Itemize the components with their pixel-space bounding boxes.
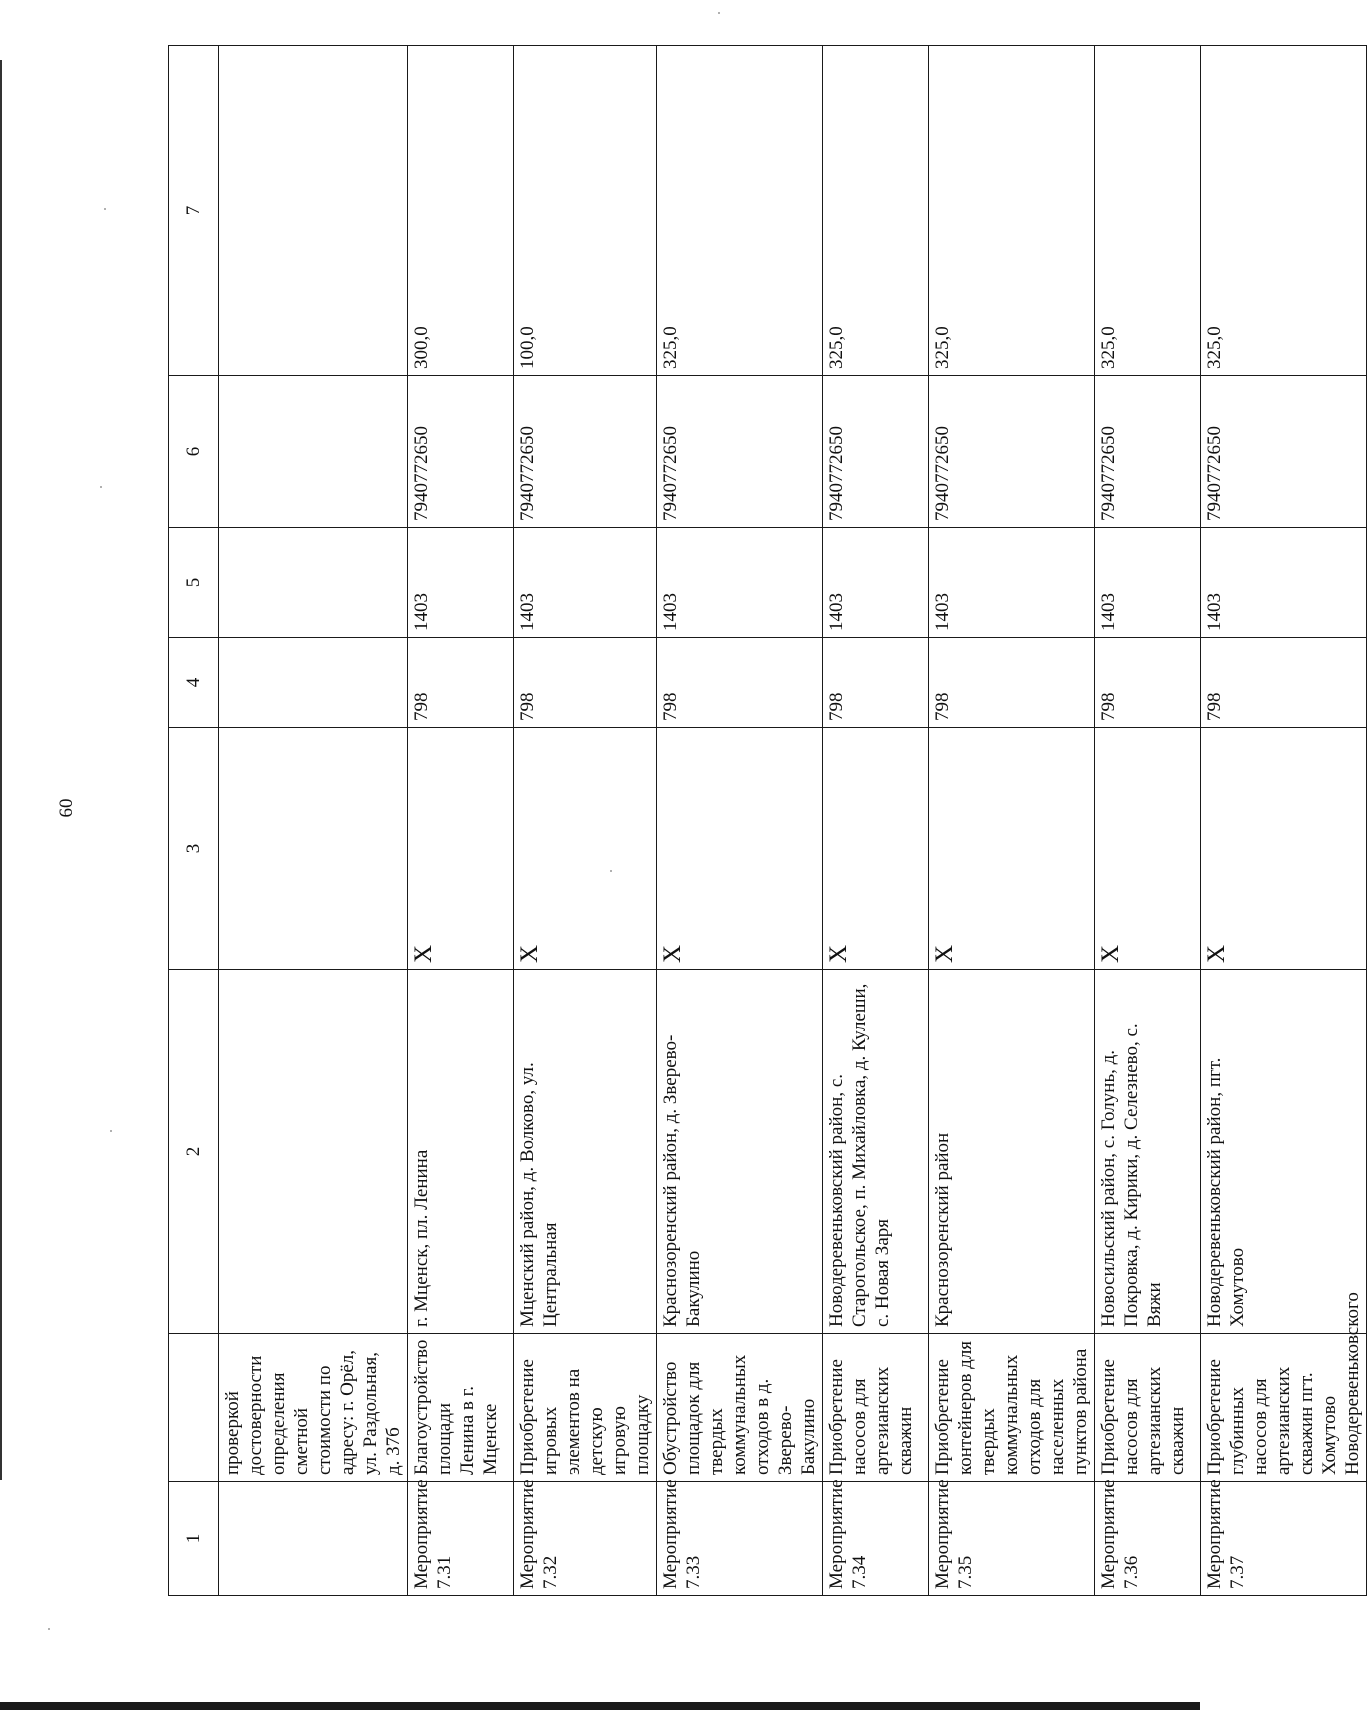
cell-col-4: 798 [929, 638, 1095, 728]
scan-speck [718, 12, 720, 14]
cell-col-3: Х [514, 728, 657, 970]
table-row [657, 46, 823, 1596]
cell-col-6 [219, 376, 408, 528]
cell-col-4: 798 [823, 638, 929, 728]
cell-name: Приобретение игровых элементов на детскую игровую площадку [514, 1334, 657, 1482]
cell-id: Мероприятие 7.35 [929, 1482, 1095, 1596]
cell-col-3: Х [823, 728, 929, 970]
cell-name: Благоустройство площади Ленина в г. Мценске [408, 1334, 514, 1482]
cell-col-6: 7940772650 [1095, 376, 1201, 528]
cell-name: Приобретение контейнеров для твердых коммунальных отходов для населенных пунктов района [929, 1334, 1095, 1482]
cell-col-6: 7940772650 [929, 376, 1095, 528]
cell-col-7: 325,0 [823, 46, 929, 376]
cell-col-6: 7940772650 [514, 376, 657, 528]
cell-col-4: 798 [657, 638, 823, 728]
cell-col-6: 7940772650 [408, 376, 514, 528]
cell-col-5: 1403 [514, 528, 657, 638]
header-col-5: 5 [169, 528, 219, 638]
cell-location [219, 970, 408, 1334]
cell-col-5 [219, 528, 408, 638]
scan-speck [48, 1628, 50, 1630]
cell-col-4: 798 [1201, 638, 1367, 728]
cell-col-5: 1403 [657, 528, 823, 638]
cell-col-7: 325,0 [1201, 46, 1367, 376]
cell-id: Мероприятие 7.34 [823, 1482, 929, 1596]
cell-col-7: 300,0 [408, 46, 514, 376]
scan-edge-left [0, 60, 2, 1480]
cell-location: Краснозоренский район, д. Зверево-Бакулино [657, 970, 823, 1334]
cell-col-7: 325,0 [1095, 46, 1201, 376]
header-col-1-cont [169, 1334, 219, 1482]
scan-edge-bottom [0, 1702, 1200, 1710]
cell-location: Краснозоренский район [929, 970, 1095, 1334]
header-col-6: 6 [169, 376, 219, 528]
cell-name: проверкой достоверности определения сметной стоимости по адресу: г. Орёл, ул. Раздольная, д. 37б [219, 1334, 408, 1482]
header-col-2: 2 [169, 970, 219, 1334]
cell-col-3: Х [1201, 728, 1367, 970]
table-row [1201, 46, 1367, 1596]
cell-name: Приобретение насосов для артезианских скважин [823, 1334, 929, 1482]
cell-location: Новодеревеньковский район, пгт. Хомутово [1201, 970, 1367, 1334]
cell-col-5: 1403 [408, 528, 514, 638]
rotated-page-content [168, 46, 1363, 1596]
cell-col-6: 7940772650 [823, 376, 929, 528]
header-col-1: 1 [169, 1482, 219, 1596]
cell-col-4: 798 [1095, 638, 1201, 728]
scan-speck [110, 1130, 112, 1132]
table-row [408, 46, 514, 1596]
cell-col-4: 798 [514, 638, 657, 728]
cell-name: Приобретение насосов для артезианских скважин [1095, 1334, 1201, 1482]
cell-col-3: Х [657, 728, 823, 970]
cell-name: Обустройство площадок для твердых коммунальных отходов в д. Зверево-Бакулино [657, 1334, 823, 1482]
page-number: 60 [56, 798, 77, 818]
cell-id: Мероприятие 7.31 [408, 1482, 514, 1596]
header-row [169, 46, 219, 1596]
header-col-4: 4 [169, 638, 219, 728]
table-row [514, 46, 657, 1596]
cell-col-7: 100,0 [514, 46, 657, 376]
cell-col-7: 325,0 [657, 46, 823, 376]
table-row [823, 46, 929, 1596]
budget-table [168, 45, 1367, 1596]
cell-col-5: 1403 [1095, 528, 1201, 638]
scan-speck [100, 486, 102, 488]
header-col-3: 3 [169, 728, 219, 970]
cell-col-5: 1403 [823, 528, 929, 638]
cell-id: Мероприятие 7.37 [1201, 1482, 1367, 1596]
cell-location: Новосильский район, с. Голунь, д. Покровка, д. Кирики, д. Селезнево, с. Вяжи [1095, 970, 1201, 1334]
cell-location: Новодеревеньковский район, с. Старогольское, п. Михайловка, д. Кулеши, с. Новая Заря [823, 970, 929, 1334]
scan-speck [610, 870, 612, 872]
cell-id: Мероприятие 7.32 [514, 1482, 657, 1596]
cell-name: Приобретение глубинных насосов для артезианских скважин пгт. Хомутово Новодеревеньковского [1201, 1334, 1367, 1482]
cell-location: Мценский район, д. Волково, ул. Центральная [514, 970, 657, 1334]
cell-col-3: Х [929, 728, 1095, 970]
cell-col-3: Х [408, 728, 514, 970]
cell-col-6: 7940772650 [657, 376, 823, 528]
cell-col-3 [219, 728, 408, 970]
cell-col-4: 798 [408, 638, 514, 728]
cell-col-7 [219, 46, 408, 376]
table-row [929, 46, 1095, 1596]
table-row-continuation [219, 46, 408, 1596]
cell-col-4 [219, 638, 408, 728]
cell-id [219, 1482, 408, 1596]
cell-id: Мероприятие 7.36 [1095, 1482, 1201, 1596]
cell-col-3: Х [1095, 728, 1201, 970]
cell-col-5: 1403 [1201, 528, 1367, 638]
cell-col-7: 325,0 [929, 46, 1095, 376]
header-col-7: 7 [169, 46, 219, 376]
cell-col-6: 7940772650 [1201, 376, 1367, 528]
cell-id: Мероприятие 7.33 [657, 1482, 823, 1596]
scan-speck [104, 208, 106, 210]
cell-location: г. Мценск, пл. Ленина [408, 970, 514, 1334]
table-row [1095, 46, 1201, 1596]
cell-col-5: 1403 [929, 528, 1095, 638]
